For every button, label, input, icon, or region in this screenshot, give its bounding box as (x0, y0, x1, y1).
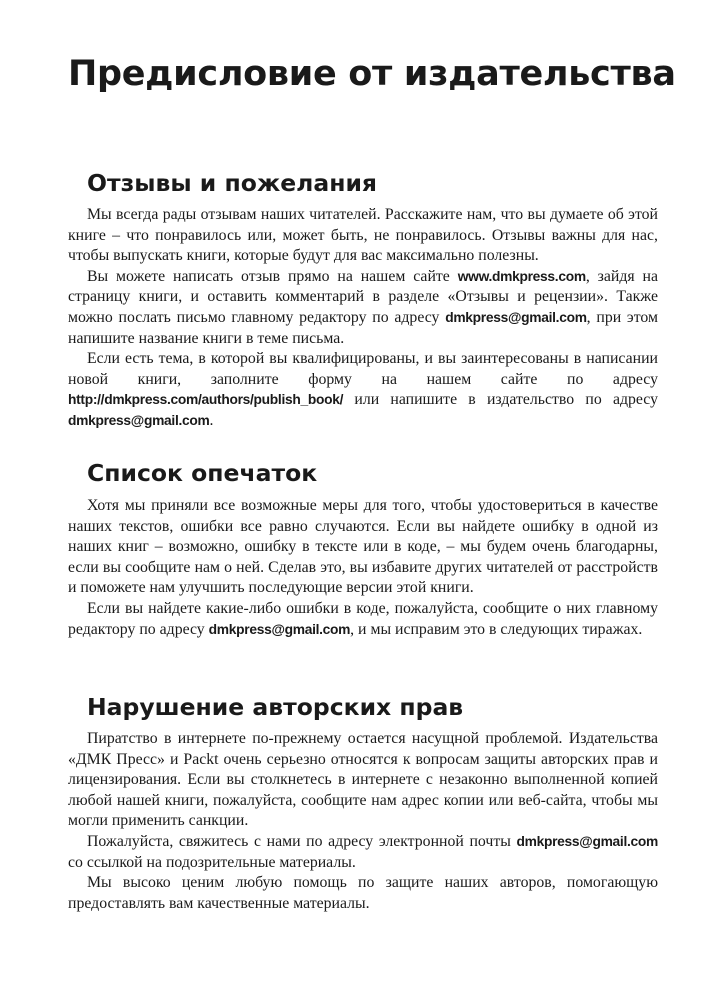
text-run: Мы высоко ценим любую помощь по защите наших авторов, помогающую предоставлять вам качественные материалы. (68, 874, 658, 912)
paragraph (68, 729, 658, 832)
section-piracy (68, 690, 658, 914)
text-run: или напишите в издательство по адресу (343, 391, 658, 409)
section-errata (68, 456, 658, 640)
page-title: Предисловие от издательства (68, 54, 676, 94)
text-run: , зайдя на страницу книги, и оставить комментарий в разделе «Отзывы и рецензии». Также можно послать письмо главному редактору по адресу (68, 267, 658, 326)
paragraph (68, 205, 658, 267)
paragraph (68, 267, 658, 349)
web-address: http://dmkpress.com/authors/publish_book/ (68, 392, 344, 408)
text-run: Хотя мы приняли все возможные меры для того, чтобы удостовериться в качестве наших текстов, ошибки все равно случаются. Если вы найдете ошибку в одной из наших книг – возможно, ошибку в тексте или в коде, – мы будем очень благодарны, если вы сообщите нам о ней. Сделав это, вы избавите других читателей от расстройств и поможете нам улучшить последующие версии этой книги. (68, 497, 658, 597)
text-run: Если вы найдете какие-либо ошибки в коде, пожалуйста, сообщите о них главному редактору по адресу (68, 599, 658, 638)
paragraph (68, 496, 658, 599)
section-heading-errata: Список опечаток (87, 459, 318, 487)
text-run: Мы всегда рады отзывам наших читателей. Расскажите нам, что вы думаете об этой книге – что понравилось или, может быть, не понравилось. Отзывы важны для нас, чтобы выпускать книги, которые будут для вас максимально полезны. (68, 206, 658, 265)
text-run: , при этом напишите название книги в теме письма. (68, 308, 658, 347)
web-address: www.dmkpress.com (457, 268, 586, 284)
paragraph (68, 873, 658, 914)
section-heading-feedback: Отзывы и пожелания (87, 169, 378, 197)
web-address: dmkpress@gmail.com (445, 309, 587, 325)
text-run: Если есть тема, в которой вы квалифицированы, и вы заинтересованы в написании новой книги, заполните форму на нашем сайте по адресу (68, 350, 658, 388)
text-run: Пожалуйста, свяжитесь с нами по адресу электронной почты (87, 832, 517, 850)
paragraph (68, 832, 658, 873)
section-feedback (68, 166, 658, 432)
text-run: Вы можете написать отзыв прямо на нашем сайте (87, 267, 458, 285)
text-run: со ссылкой на подозрительные материалы. (68, 853, 356, 871)
paragraph (68, 599, 658, 640)
text-run: , и мы исправим это в следующих тиражах. (350, 620, 643, 638)
web-address: dmkpress@gmail.com (68, 412, 210, 428)
text-run: . (209, 411, 214, 429)
web-address: dmkpress@gmail.com (516, 833, 658, 849)
section-heading-piracy: Нарушение авторских прав (87, 693, 464, 721)
text-run: Пиратство в интернете по-прежнему остается насущной проблемой. Издательства «ДМК Пресс» и Packt очень серьезно относятся к вопросам защиты авторских прав и лицензирования. Если вы столкнетесь в интернете с незаконно выполненной копией любой нашей книги, пожалуйста, сообщите нам адрес копии или веб-сайта, чтобы мы могли применить санкции. (68, 730, 658, 830)
paragraph (68, 349, 658, 431)
web-address: dmkpress@gmail.com (208, 621, 351, 637)
